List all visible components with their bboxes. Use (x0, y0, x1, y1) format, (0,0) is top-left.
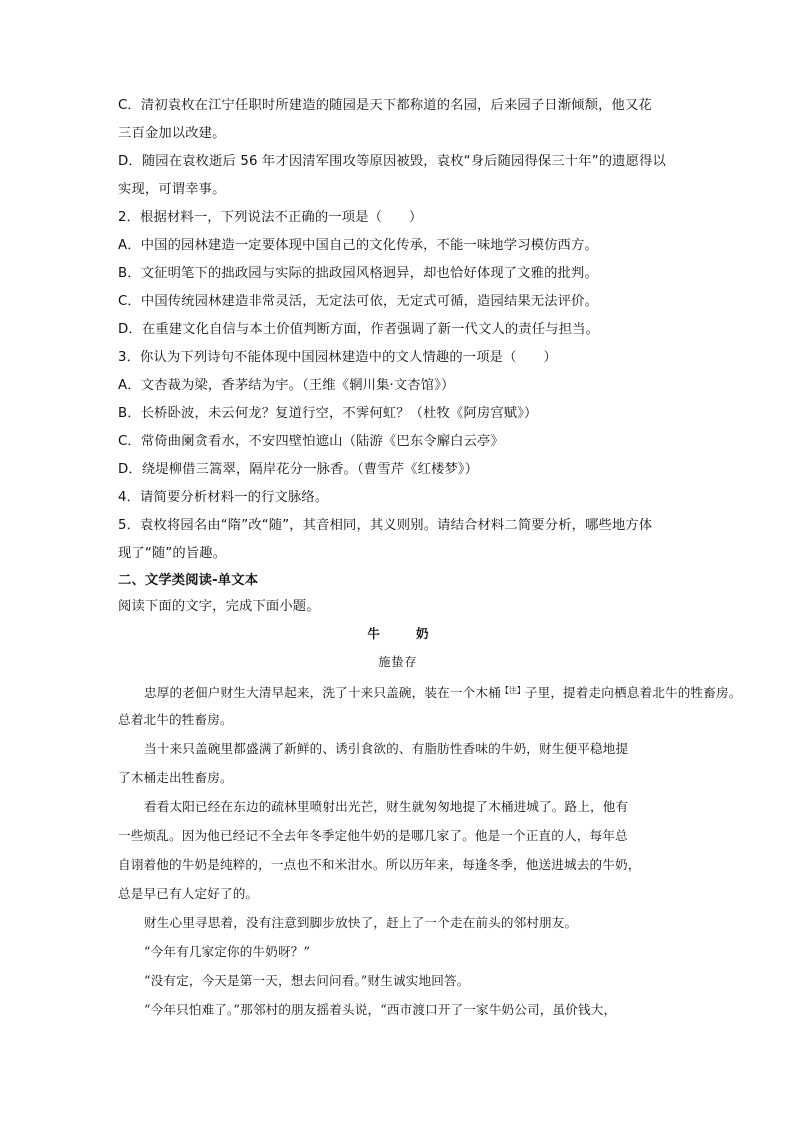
q4-stem: 4．请简要分析材料一的行文脉络。 (118, 490, 329, 505)
story-line: 当十来只盖碗里都盛满了新鲜的、诱引食欲的、有脂肪性香味的牛奶，财生便平稳地提 (144, 741, 629, 756)
q2-option-a: A．中国的园林建造一定要体现中国自己的文化传承，不能一味地学习模仿西方。 (118, 238, 598, 253)
story-title: 牛奶 (367, 626, 465, 641)
q3-option-b: B．长桥卧波，未云何龙？复道行空，不霁何虹？（杜牧《阿房宫赋》） (118, 406, 538, 421)
story-dialogue: “今年只怕难了。”那邻村的朋友摇着头说，“西市渡口开了一家牛奶公司，虽价钱大， (144, 1002, 617, 1017)
q2-stem: 2．根据材料一，下列说法不正确的一项是（ ） (118, 210, 423, 225)
q2-option-c: C．中国传统园林建造非常灵活，无定法可依，无定式可循，造园结果无法评价。 (118, 294, 599, 309)
q5-stem-line2: 现了“随”的旨趣。 (118, 546, 227, 561)
story-line: 自诩着他的牛奶是纯粹的，一点也不和米泔水。所以历年来，每逢冬季，他送进城去的牛奶， (118, 857, 641, 872)
story-paragraph-1-line1 (118, 676, 742, 705)
q1-option-c-line1: C．清初袁枚在江宁任职时所建造的随园是天下都称道的名园，后来园子日渐倾颓，他又花 (118, 98, 652, 113)
q2-option-b: B．文征明笔下的拙政园与实际的拙政园风格迥异，却也恰好体现了文雅的批判。 (118, 266, 598, 281)
page-content (118, 92, 742, 1024)
story-paragraph-1-line2: 总着北牛的牲畜房。 (118, 712, 233, 727)
story-line: 财生心里寻思着，没有注意到脚步放快了，赶上了一个走在前头的邻村朋友。 (144, 915, 578, 930)
story-dialogue: “今年有几家定你的牛奶呀？” (144, 944, 311, 959)
q2-option-d: D．在重建文化自信与本土价值判断方面，作者强调了新一代文人的责任与担当。 (118, 322, 600, 337)
story-line: 了木桶走出牲畜房。 (118, 770, 233, 785)
story-author: 施蛰存 (378, 655, 418, 669)
q3-option-c: C．常倚曲阑贪看水，不安四壁怕遮山（陆游《巴东令廨白云亭》 (118, 434, 504, 449)
story (118, 620, 742, 1024)
section-heading: 二、文学类阅读-单文本 (118, 573, 259, 588)
q3-option-d: D．绕堤柳借三篙翠，隔岸花分一脉香。（曹雪芹《红楼梦》） (118, 462, 479, 477)
story-line: 总是早已有人定好了的。 (118, 886, 259, 901)
story-text: 忠厚的老佃户财生大清早起来，洗了十来只盖碗，装在一个木桶 (144, 685, 501, 700)
q3-stem: 3．你认为下列诗句不能体现中国园林建造中的文人情趣的一项是（ ） (118, 350, 557, 365)
story-dialogue: “没有定，今天是第一天，想去问问看。”财生诚实地回答。 (144, 973, 470, 988)
story-line: 一些烦乱。因为他已经记不全去年冬季定他牛奶的是哪几家了。他是一个正直的人，每年总 (118, 828, 628, 843)
q5-stem-line1: 5．袁枚将园名由“隋”改“随”，其音相同，其义则别。请结合材料二简要分析，哪些地方体 (118, 518, 653, 533)
q1-option-c-line2: 三百金加以改建。 (118, 126, 226, 141)
story-line: 看看太阳已经在东边的疏林里喷射出光芒，财生就匆匆地提了木桶进城了。路上，他有 (144, 799, 629, 814)
q1-option-d-line1: D．随园在袁枚逝后 56 年才因清军围攻等原因被毁，袁枚“身后随园得保三十年”的遗愿得以 (118, 154, 666, 169)
story-text: 子里，提着走向栖息着北牛的牲畜房。 (524, 685, 742, 700)
reading-instruction: 阅读下面的文字，完成下面小题。 (118, 599, 320, 614)
q3-option-a: A．文杏裁为梁，香茅结为宇。（王维《辋川集·文杏馆》） (118, 378, 455, 393)
footnote-marker: 【注】 (500, 686, 525, 695)
q1-option-d-line2: 实现，可谓幸事。 (118, 182, 226, 197)
